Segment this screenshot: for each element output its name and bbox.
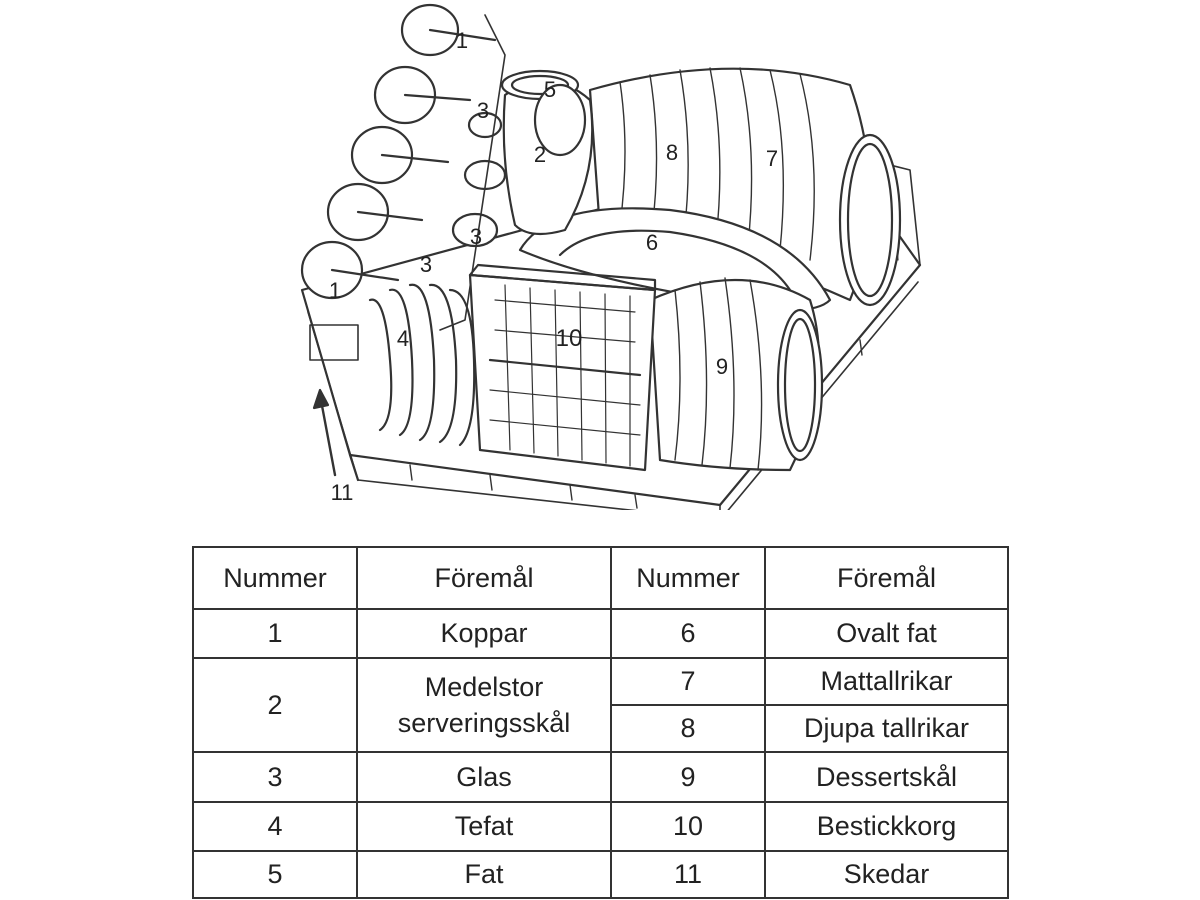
callout-5: 5 <box>543 77 557 102</box>
row-item: Skedar <box>765 851 1008 898</box>
callout-9: 9 <box>715 354 729 379</box>
table-row <box>193 609 1008 658</box>
legend-table <box>192 546 1009 899</box>
callout-3-mid: 3 <box>469 224 483 249</box>
row-number: 9 <box>611 752 765 802</box>
row-item: Glas <box>357 752 611 802</box>
callout-11: 11 <box>330 480 354 505</box>
dessert-bowls <box>650 278 822 470</box>
header-number-right: Nummer <box>611 547 765 609</box>
row-number: 5 <box>193 851 357 898</box>
row-item-multiline <box>357 658 611 752</box>
row-item: Fat <box>357 851 611 898</box>
row-item: Tefat <box>357 802 611 851</box>
row-number: 11 <box>611 851 765 898</box>
header-item-right: Föremål <box>765 547 1008 609</box>
row-item-line1: Medelstor <box>424 671 544 702</box>
row-number: 4 <box>193 802 357 851</box>
row-item: Dessertskål <box>765 752 1008 802</box>
row-item: Djupa tallrikar <box>765 705 1008 752</box>
row-item: Koppar <box>357 609 611 658</box>
callout-8: 8 <box>665 140 679 165</box>
legend-header-row <box>193 547 1008 609</box>
row-number: 10 <box>611 802 765 851</box>
row-number: 3 <box>193 752 357 802</box>
row-number: 7 <box>611 658 765 705</box>
table-row <box>193 752 1008 802</box>
table-row <box>193 851 1008 898</box>
callout-10: 10 <box>555 325 583 352</box>
saucers <box>370 285 474 445</box>
row-number: 1 <box>193 609 357 658</box>
row-number: 6 <box>611 609 765 658</box>
callout-6: 6 <box>645 230 659 255</box>
header-number-left: Nummer <box>193 547 357 609</box>
dishwasher-rack-illustration <box>290 0 930 510</box>
table-row <box>193 802 1008 851</box>
callout-1-low: 1 <box>328 278 342 303</box>
row-item: Bestickkorg <box>765 802 1008 851</box>
callout-1-top: 1 <box>455 28 469 53</box>
callout-3-top: 3 <box>476 98 490 123</box>
callout-3-low: 3 <box>419 252 433 277</box>
callout-4: 4 <box>396 326 410 351</box>
row-item: Mattallrikar <box>765 658 1008 705</box>
row-number: 2 <box>193 658 357 752</box>
callout-2: 2 <box>533 142 547 167</box>
cutlery-basket <box>470 265 655 470</box>
header-item-left: Föremål <box>357 547 611 609</box>
callout-7: 7 <box>765 146 779 171</box>
table-row <box>193 658 1008 705</box>
row-item: Ovalt fat <box>765 609 1008 658</box>
row-item-line2: serveringsskål <box>397 708 571 738</box>
row-number: 8 <box>611 705 765 752</box>
